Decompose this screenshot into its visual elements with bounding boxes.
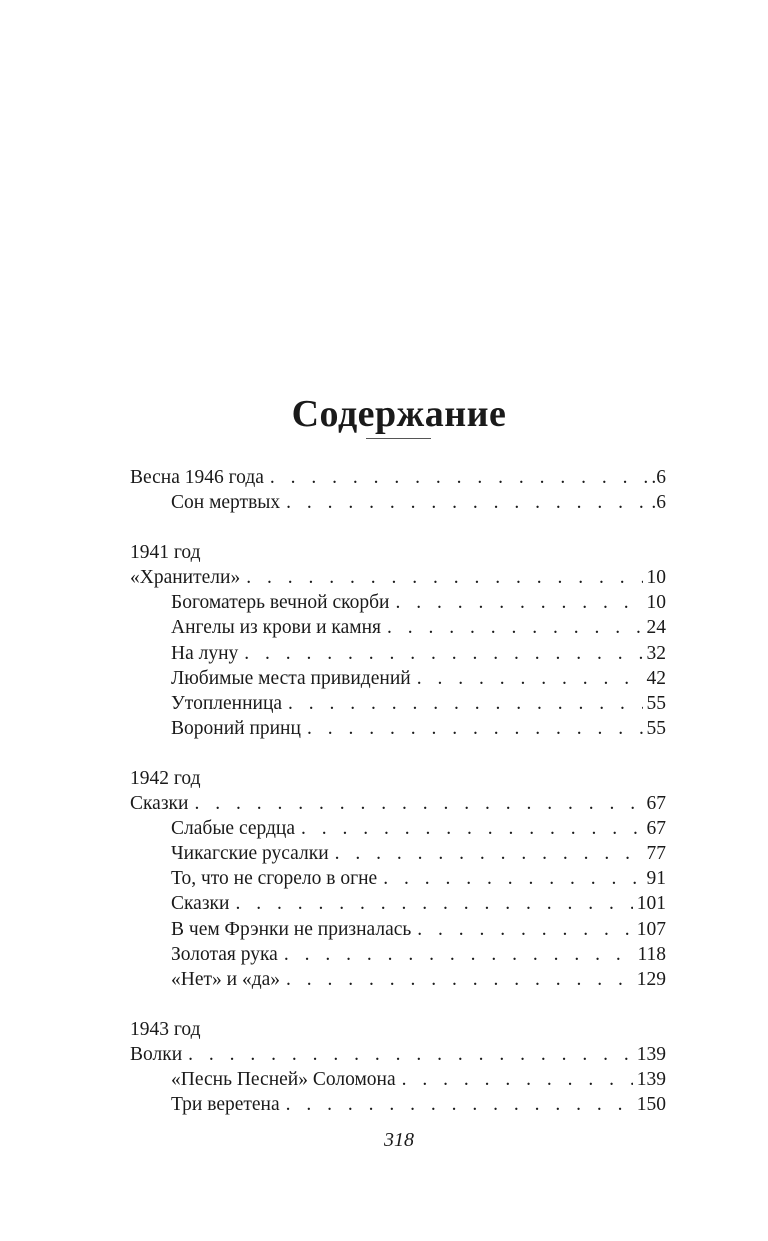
toc-entry-title: Слабые сердца	[171, 818, 295, 840]
dot-leader	[194, 791, 642, 816]
toc-entry-page: 101	[636, 893, 666, 915]
toc-block	[130, 540, 666, 741]
toc-entry-title: Вороний принц	[171, 717, 301, 739]
toc-block	[130, 465, 666, 515]
toc-entry[interactable]	[130, 490, 666, 515]
toc-entry-page: 139	[636, 1068, 666, 1090]
toc-entry[interactable]	[130, 891, 666, 916]
toc-entry-page: 24	[646, 617, 666, 639]
toc-entry[interactable]	[130, 866, 666, 891]
dot-leader	[188, 1042, 633, 1067]
toc-entry-title: «Хранители»	[130, 567, 241, 589]
toc-entry[interactable]	[130, 841, 666, 866]
toc-entry-title: Сказки	[171, 893, 230, 915]
toc-entry-page: .6	[651, 467, 666, 488]
toc-entry-page: 67	[646, 793, 666, 815]
dot-leader	[307, 716, 643, 741]
toc-entry-page: 67	[646, 818, 666, 840]
dot-leader	[244, 641, 642, 666]
toc-entry[interactable]	[130, 565, 666, 590]
toc-entry-title: В чем Фрэнки не призналась	[171, 918, 412, 940]
toc-entry[interactable]	[130, 967, 666, 992]
toc-entry-page: 55	[646, 692, 666, 714]
page-number: 318	[384, 1129, 414, 1151]
dot-leader	[286, 1092, 633, 1117]
toc-entry-page: 42	[646, 667, 666, 689]
toc-entry-page: 10	[646, 567, 666, 589]
toc-block	[130, 1017, 666, 1117]
toc-entry-page: 91	[646, 868, 666, 890]
toc-entry-page: 107	[636, 918, 666, 940]
section-heading: 1943 год	[130, 1018, 201, 1040]
toc-entry-title: Ангелы из крови и камня	[171, 617, 382, 639]
toc-entry-page: .6	[651, 492, 666, 514]
toc-entry[interactable]	[130, 641, 666, 666]
dot-leader	[270, 465, 647, 490]
dot-leader	[284, 942, 634, 967]
toc-entry-page: 55	[646, 717, 666, 739]
toc-entry-title: Богоматерь вечной скорби	[171, 592, 390, 614]
toc-block	[130, 766, 666, 992]
dot-leader	[383, 866, 642, 891]
toc-entry[interactable]	[130, 917, 666, 942]
dot-leader	[286, 967, 633, 992]
toc-entry-title: Золотая рука	[171, 943, 278, 965]
toc-entry-title: Три веретена	[171, 1094, 280, 1116]
section-heading: 1942 год	[130, 767, 201, 789]
toc-entry-title: Утопленница	[171, 692, 283, 714]
toc-entry-title: «Нет» и «да»	[171, 968, 281, 990]
toc-entry-page: 150	[636, 1094, 666, 1116]
section-heading: 1941 год	[130, 542, 201, 564]
toc-entry-title: Сон мертвых	[171, 492, 281, 514]
toc-entry-title: На луну	[171, 642, 239, 664]
dot-leader	[387, 615, 642, 640]
dot-leader	[301, 816, 643, 841]
toc-entry-title: Чикагские русалки	[171, 843, 329, 865]
toc-entry-title: Весна 1946 года	[130, 467, 264, 488]
dot-leader	[417, 666, 643, 691]
toc-entry[interactable]	[130, 791, 666, 816]
dot-leader	[288, 691, 642, 716]
dot-leader	[235, 891, 632, 916]
toc-entry[interactable]	[130, 615, 666, 640]
toc-entry-page: 10	[646, 592, 666, 614]
toc-entry[interactable]	[130, 666, 666, 691]
toc-entry[interactable]	[130, 1067, 666, 1092]
toc-entry[interactable]	[130, 1042, 666, 1067]
dot-leader	[402, 1067, 633, 1092]
toc-entry[interactable]	[130, 816, 666, 841]
toc-entry[interactable]	[130, 942, 666, 967]
toc-entry-page: 118	[637, 943, 666, 965]
toc-entry-title: «Песнь Песней» Соломона	[171, 1068, 396, 1090]
toc-entry-page: 139	[636, 1043, 666, 1065]
dot-leader	[417, 917, 632, 942]
toc-entry-page: 32	[646, 642, 666, 664]
toc-entry[interactable]	[130, 465, 666, 490]
toc-entry[interactable]	[130, 590, 666, 615]
toc-entry[interactable]	[130, 716, 666, 741]
toc-entry-page: 129	[636, 968, 666, 990]
toc-entry-title: То, что не сгорело в огне	[171, 868, 378, 890]
toc-entry-page: 77	[646, 843, 666, 865]
toc-entry-title: Любимые места привидений	[171, 667, 411, 689]
toc-entry-title: Волки	[130, 1043, 183, 1065]
table-of-contents	[130, 465, 666, 1117]
dot-leader	[335, 841, 643, 866]
dot-leader	[395, 590, 642, 615]
toc-entry[interactable]	[130, 1092, 666, 1117]
page-title: Содержание	[291, 393, 507, 435]
title-underline	[366, 438, 431, 439]
toc-entry[interactable]	[130, 691, 666, 716]
dot-leader	[286, 490, 647, 515]
dot-leader	[246, 565, 642, 590]
toc-entry-title: Сказки	[130, 793, 189, 815]
